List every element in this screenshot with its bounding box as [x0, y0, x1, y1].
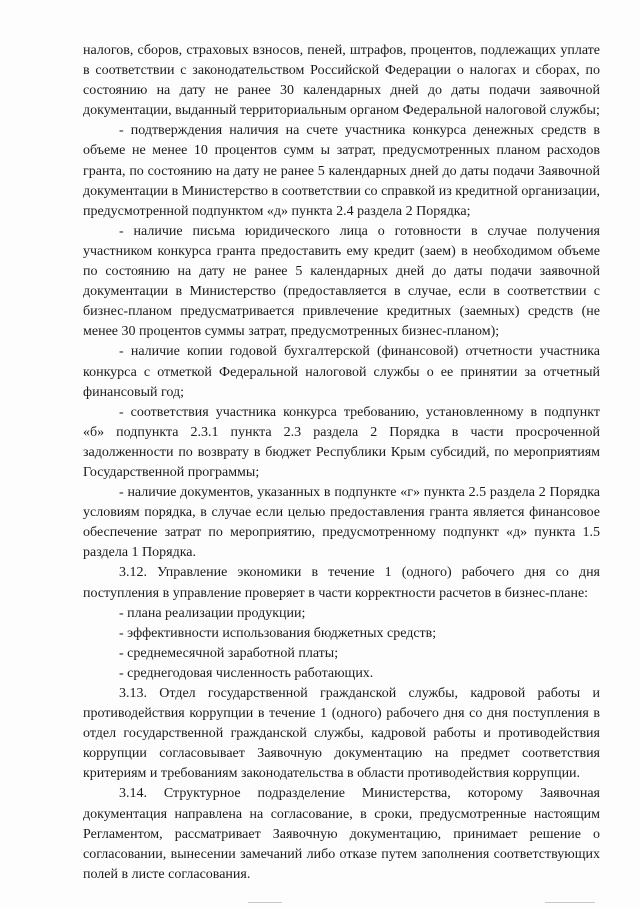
- list-item: - среднемесячной заработной платы;: [119, 645, 339, 661]
- scan-artifact: [248, 902, 282, 903]
- list-item: - эффективности использования бюджетных средств;: [119, 625, 437, 641]
- list-item: - соответствия участника конкурса требованию, установленному в подпункт «б» подпункта 2.3.1 пункта 2.3 раздела 2 Порядка в части просроченной задолженности по возврату в бюджет Республики Крым субсидий, по мероприятиям Государственной программы;: [83, 404, 600, 480]
- paragraph: 3.12. Управление экономики в течение 1 (одного) рабочего дня со дня поступления в управление проверяет в части корректности расчетов в бизнес-плане:: [83, 565, 600, 601]
- paragraph: налогов, сборов, страховых взносов, пеней, штрафов, процентов, подлежащих уплате в соответствии с законодательством Российской Федерации о налогах и сборах, по состоянию на дату не ранее 30 календарных дней до даты подачи заявочной документации, выданный территориальным органом Федеральной налоговой службы;: [83, 43, 600, 119]
- scan-artifact: [545, 902, 595, 903]
- list-item: - наличие письма юридического лица о готовности в случае получения участником конкурса гранта предоставить ему кредит (заем) в необходимом объеме по состоянию на дату не ранее 5 календарных дней до даты подачи заявочной документации в Министерство (предоставляется в случае, если в соответствии с бизнес-планом предусматривается привлечение кредитных (заемных) средств (не менее 30 процентов суммы затрат, предусмотренных бизнес-планом);: [83, 223, 600, 340]
- document-body: [83, 41, 600, 885]
- list-item: - наличие документов, указанных в подпункте «г» пункта 2.5 раздела 2 Порядка условиям порядка, в случае если целью предоставления гранта является финансовое обеспечение затрат по мероприятию, предусмотренному подпункт «д» пункта 1.5 раздела 1 Порядка.: [83, 485, 600, 561]
- paragraph: 3.14. Структурное подразделение Министерства, которому Заявочная документация направлена на согласование, в сроки, предусмотренные настоящим Регламентом, рассматривает Заявочную документацию, принимает решение о согласовании, вынесении замечаний либо отказе путем заполнения соответствующих полей в листе согласования.: [83, 786, 600, 882]
- list-item: - среднегодовая численность работающих.: [119, 665, 374, 681]
- paragraph: 3.13. Отдел государственной гражданской службы, кадровой работы и противодействия коррупции в течение 1 (одного) рабочего дня со дня поступления в отдел государственной гражданской службы, кадровой работы и противодействия коррупции согласовывает Заявочную документацию на предмет соответствия критериям и требованиям законодательства в области противодействия коррупции.: [83, 686, 600, 782]
- list-item: - наличие копии годовой бухгалтерской (финансовой) отчетности участника конкурса с отметкой Федеральной налоговой службы о ее принятии за отчетный финансовый год;: [83, 344, 600, 400]
- list-item: - плана реализации продукции;: [119, 605, 306, 621]
- list-item: - подтверждения наличия на счете участника конкурса денежных средств в объеме не менее 10 процентов сумм ы затрат, предусмотренных планом расходов гранта, по состоянию на дату не ранее 5 календарных дней до даты подачи Заявочной документации в Министерство в соответствии со справкой из кредитной организации, предусмотренной подпунктом «д» пункта 2.4 раздела 2 Порядка;: [83, 123, 600, 219]
